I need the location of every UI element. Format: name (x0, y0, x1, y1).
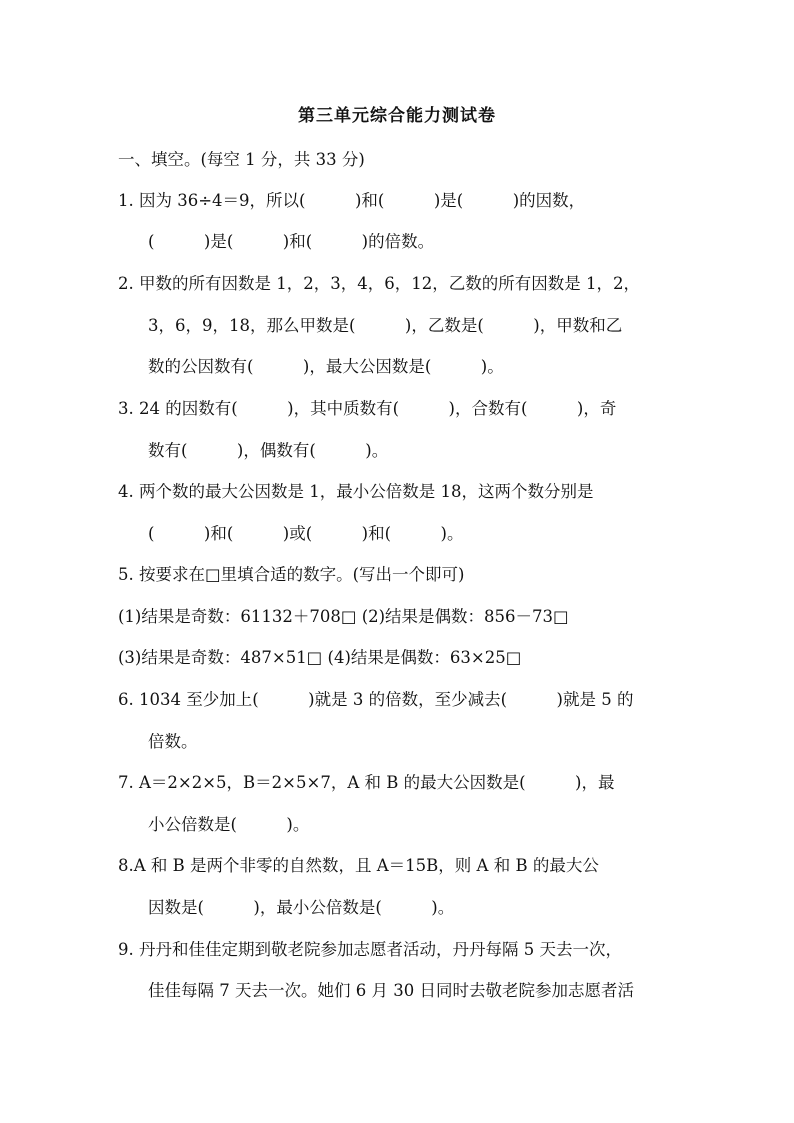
question-3-line-1: 3. 24 的因数有( )，其中质数有( )，合数有( )，奇 (118, 399, 617, 418)
question-9-line-2: 佳佳每隔 7 天去一次。她们 6 月 30 日同时去敬老院参加志愿者活 (148, 981, 634, 1000)
question-7-line-1: 7. A＝2×2×5，B＝2×5×7，A 和 B 的最大公因数是( )，最 (118, 773, 615, 792)
question-1-line-1: 1. 因为 36÷4＝9，所以( )和( )是( )的因数， (118, 191, 586, 210)
question-5-line-1: 5. 按要求在□里填合适的数字。(写出一个即可) (118, 565, 465, 584)
question-6-line-1: 6. 1034 至少加上( )就是 3 的倍数，至少减去( )就是 5 的 (118, 690, 634, 709)
question-9-line-1: 9. 丹丹和佳佳定期到敬老院参加志愿者活动，丹丹每隔 5 天去一次， (118, 940, 622, 959)
question-4-line-2: ( )和( )或( )和( )。 (148, 524, 464, 543)
question-8-line-2: 因数是( )，最小公倍数是( )。 (148, 898, 455, 917)
question-3-line-2: 数有( )，偶数有( )。 (148, 441, 389, 460)
question-1-line-2: ( )是( )和( )的倍数。 (148, 232, 435, 251)
question-2-line-3: 数的公因数有( )，最大公因数是( )。 (148, 357, 504, 376)
question-7-line-2: 小公倍数是( )。 (148, 815, 310, 834)
question-5-part-1-2: (1)结果是奇数：61132＋708□ (2)结果是偶数：856－73□ (118, 607, 569, 626)
question-2-line-1: 2. 甲数的所有因数是 1，2，3，4，6，12，乙数的所有因数是 1，2， (118, 274, 640, 293)
question-4-line-1: 4. 两个数的最大公因数是 1，最小公倍数是 18，这两个数分别是 (118, 482, 594, 501)
page-title: 第三单元综合能力测试卷 (298, 106, 496, 126)
question-5-part-3-4: (3)结果是奇数：487×51□ (4)结果是偶数：63×25□ (118, 648, 522, 667)
section-heading: 一、填空。(每空 1 分，共 33 分) (118, 150, 365, 169)
question-8-line-1: 8.A 和 B 是两个非零的自然数，且 A＝15B，则 A 和 B 的最大公 (118, 856, 599, 875)
question-6-line-2: 倍数。 (148, 732, 198, 751)
question-2-line-2: 3，6，9，18，那么甲数是( )，乙数是( )，甲数和乙 (148, 316, 623, 335)
